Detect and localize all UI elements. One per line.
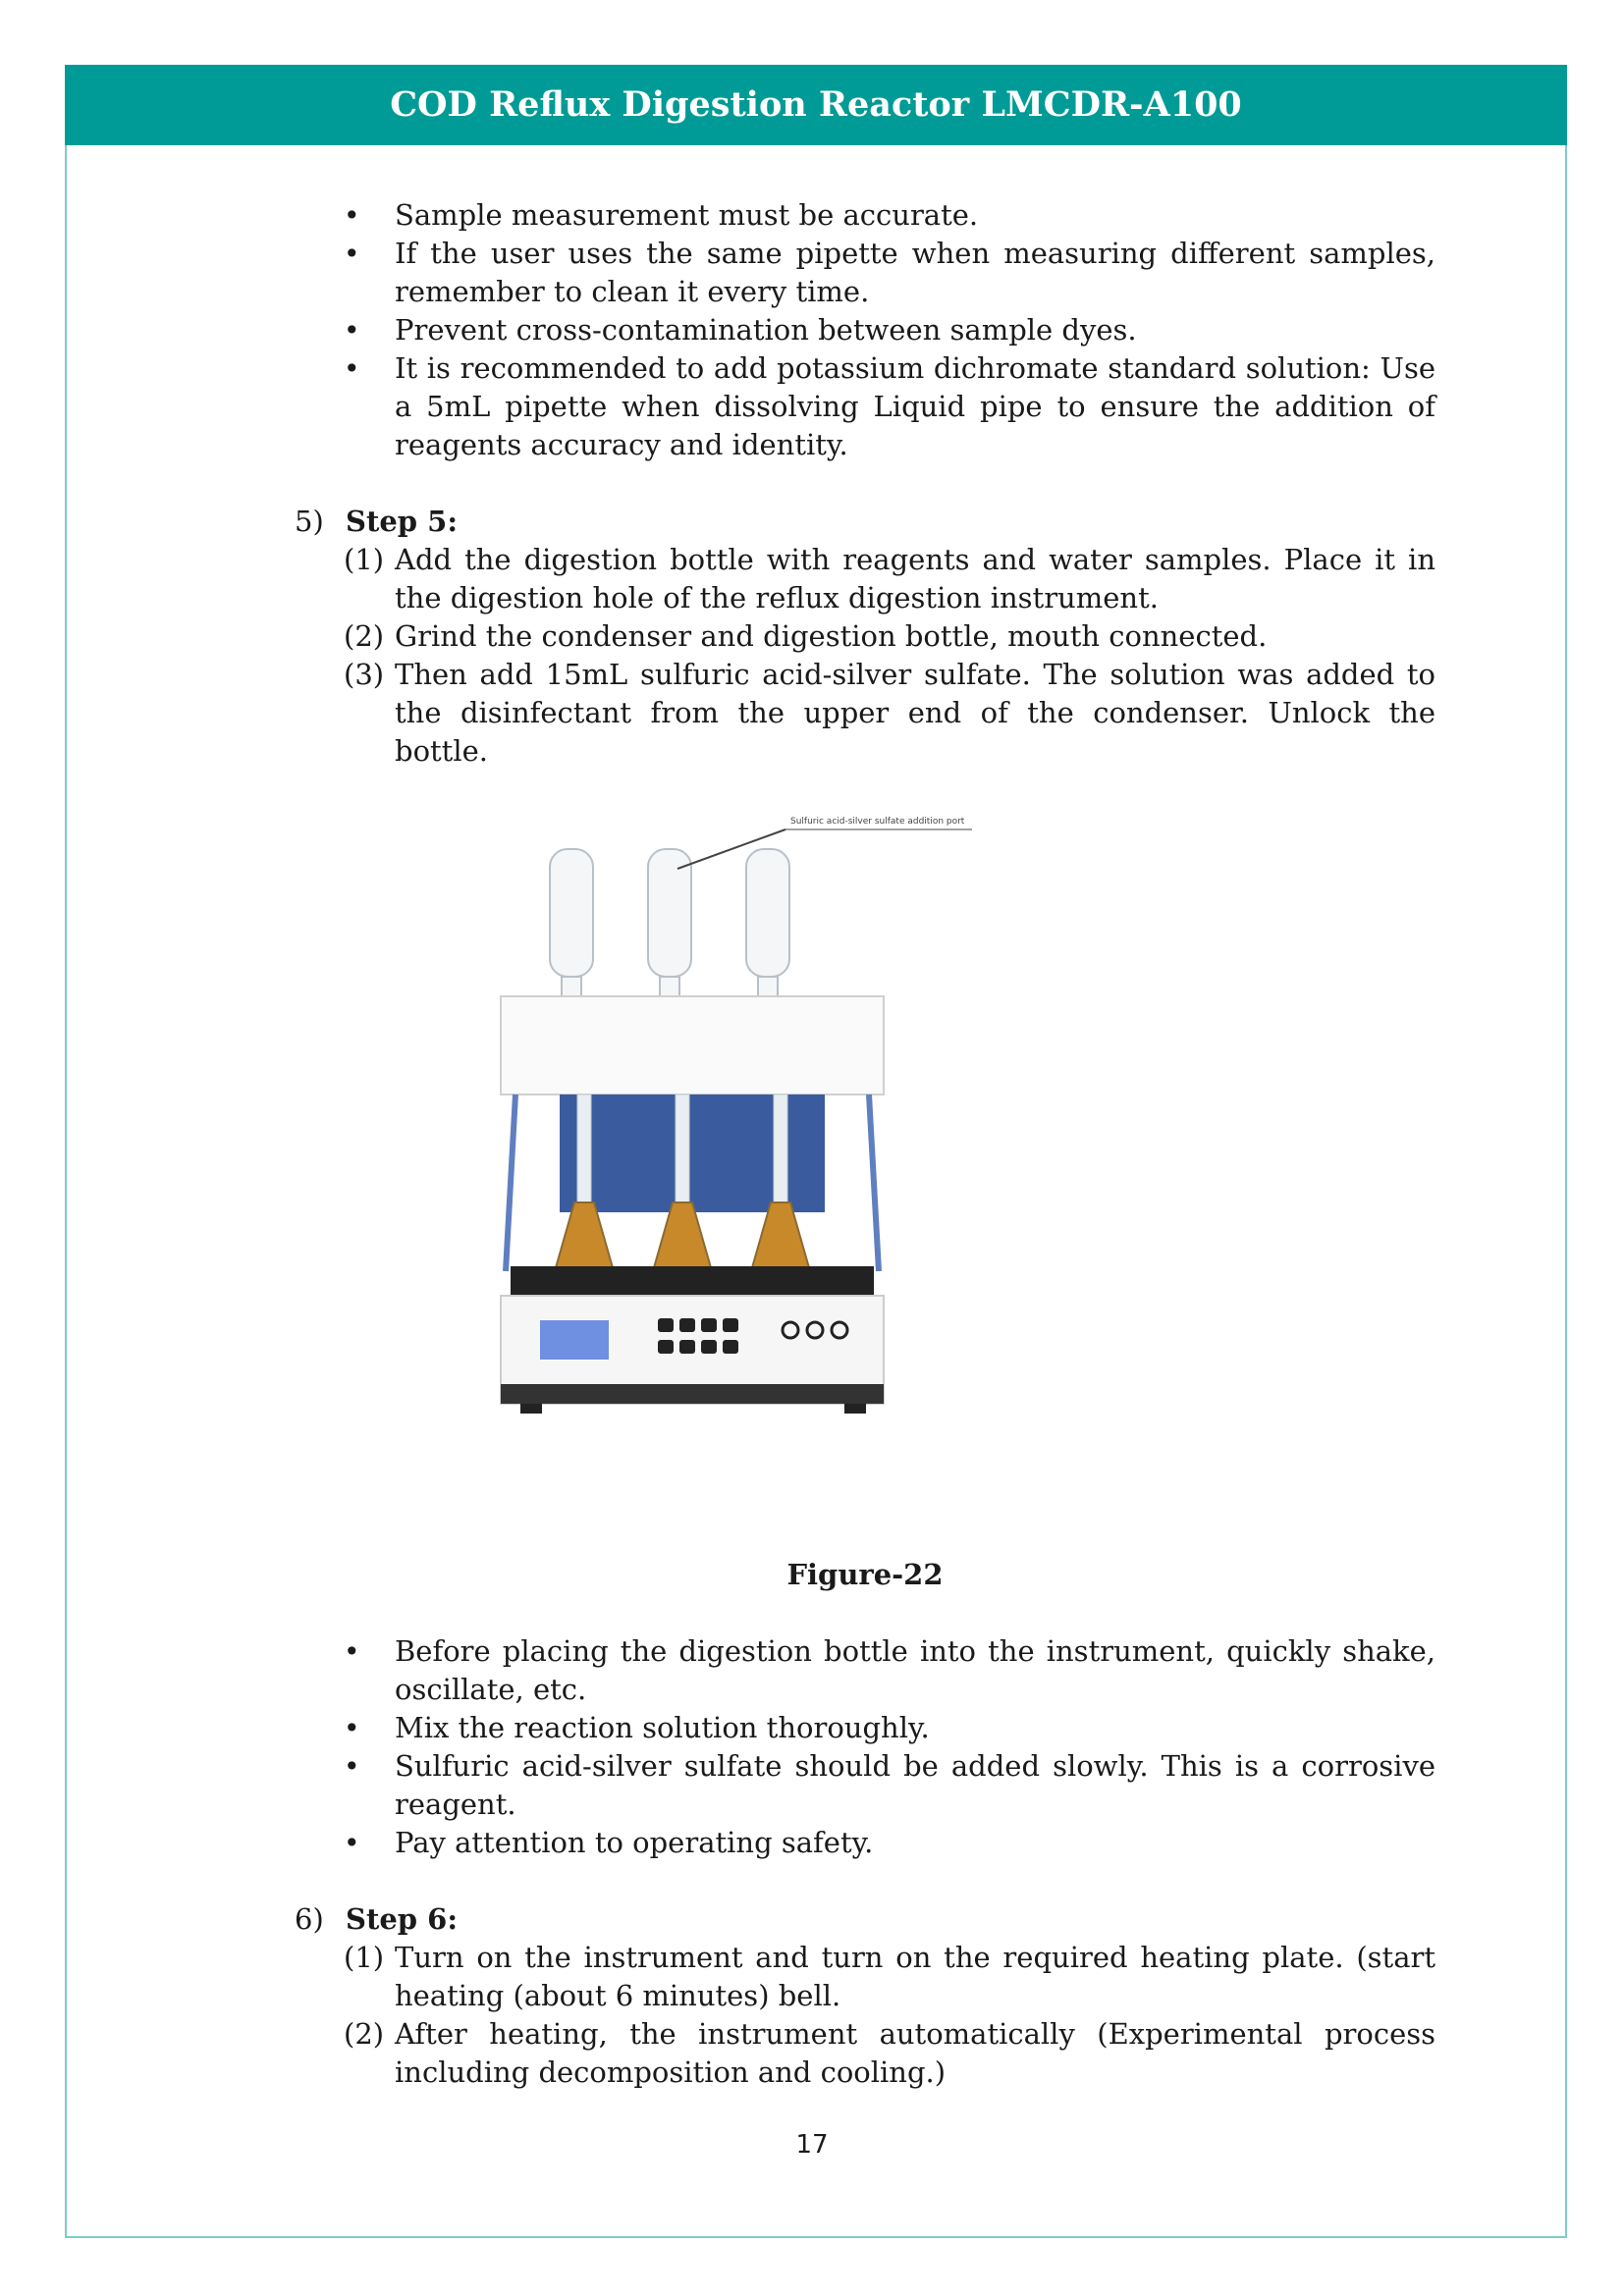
substep-number: (2) [344,619,385,653]
list-item: • Prevent cross-contamination between sample dyes. [295,311,1435,349]
substep-number: (1) [344,543,385,576]
page-title: COD Reflux Digestion Reactor LMCDR-A100 [390,84,1242,125]
substep-text: Grind the condenser and digestion bottle, mouth connected. [395,619,1268,653]
substep-text: After heating, the instrument automatically (Experimental process including decomposition and cooling.) [395,2017,1435,2089]
reactor-illustration [491,810,1001,1497]
substep-item [295,541,1435,617]
list-item: • Sulfuric acid-silver sulfate should be added slowly. This is a corrosive reagent. [295,1747,1435,1824]
list-item: • Sample measurement must be accurate. [295,196,1435,235]
condenser-icon [550,849,789,998]
step-number: 5) [295,505,324,538]
figure-22 [295,810,1435,1556]
page-content [295,196,1435,2092]
substep-item [295,2015,1435,2092]
step-5-substeps [295,541,1435,771]
substep-item [295,1939,1435,2015]
substep-number: (1) [344,1941,385,1974]
step-title: Step 6: [346,1902,459,1936]
list-item: • Pay attention to operating safety. [295,1824,1435,1862]
substep-text: Add the digestion bottle with reagents and water samples. Place it in the digestion hole of the reflux digestion instrument. [395,543,1435,614]
figure-caption: Figure-22 [786,1558,944,1591]
substep-item [295,656,1435,771]
step-title: Step 5: [346,505,459,538]
step-6-heading [295,1900,1435,1939]
reactor-housing [501,996,884,1095]
step-number: 6) [295,1902,324,1936]
page-number: 17 [795,2130,829,2160]
bullet-list-top [295,196,1435,464]
step-5-heading [295,503,1435,541]
substep-item [295,617,1435,656]
substep-number: (3) [344,658,385,691]
lcd-screen [540,1320,609,1360]
substep-text: Then add 15mL sulfuric acid-silver sulfate. The solution was added to the disinfectant from the upper end of the condenser. Unlock the bottle. [395,658,1435,768]
list-item: • It is recommended to add potassium dichromate standard solution: Use a 5mL pipette when dissolving Liquid pipe to ensure the addition of reagents accuracy and identity. [295,349,1435,464]
flask-icon [555,1202,810,1271]
list-item: • If the user uses the same pipette when measuring different samples, remember to clean it every time. [295,235,1435,311]
heating-plate [511,1266,874,1296]
header-bar [65,65,1567,145]
step-6-substeps [295,1939,1435,2092]
list-item: • Before placing the digestion bottle into the instrument, quickly shake, oscillate, etc. [295,1632,1435,1709]
callout-label: Sulfuric acid-silver sulfate addition port [790,817,965,827]
substep-number: (2) [344,2017,385,2051]
bullet-list-mid [295,1632,1435,1862]
list-item: • Mix the reaction solution thoroughly. [295,1709,1435,1747]
substep-text: Turn on the instrument and turn on the required heating plate. (start heating (about 6 minutes) bell. [395,1941,1435,2012]
